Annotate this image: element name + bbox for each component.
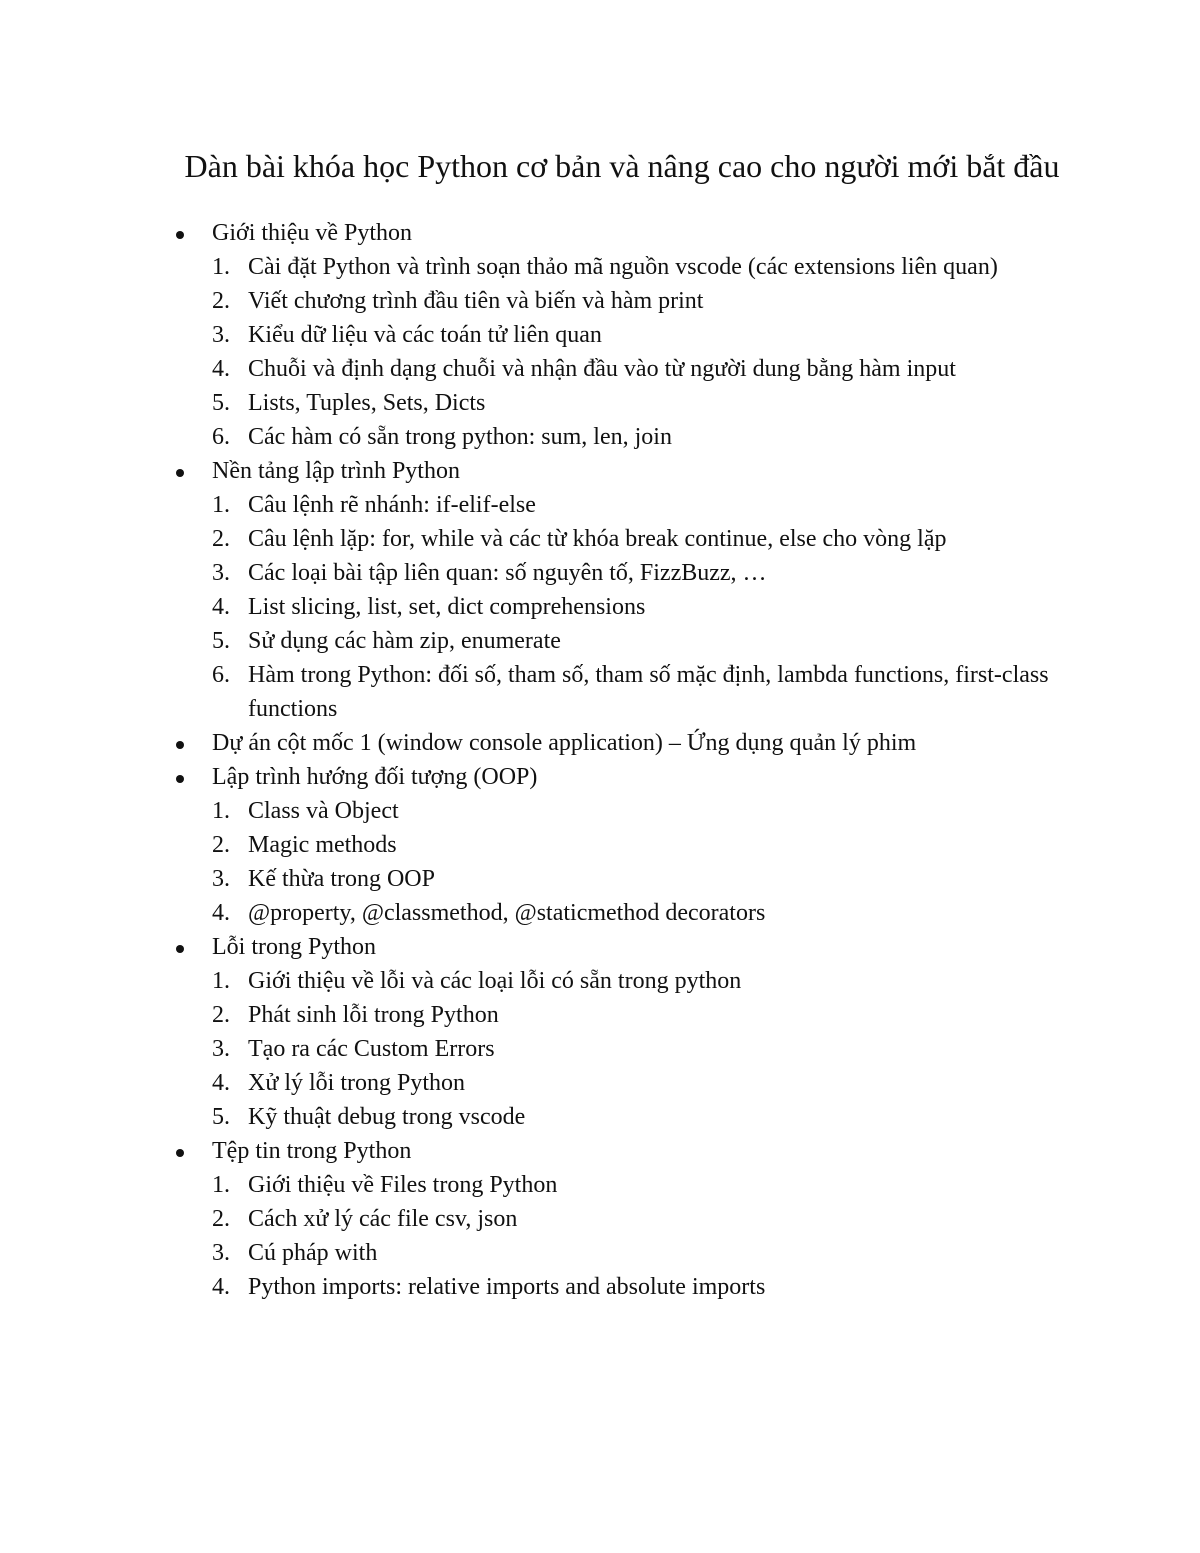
item-number: 6. — [212, 424, 230, 450]
outline-section-foundations — [174, 454, 1080, 726]
list-item — [212, 1270, 1080, 1304]
item-number: 3. — [212, 560, 230, 586]
section-items — [212, 250, 1080, 454]
bullet-icon — [176, 231, 184, 239]
list-item — [212, 998, 1080, 1032]
bullet-icon — [176, 775, 184, 783]
item-number: 5. — [212, 390, 230, 416]
list-item — [212, 556, 1080, 590]
bullet-icon — [176, 1149, 184, 1157]
item-text: Kỹ thuật debug trong vscode — [248, 1104, 526, 1130]
item-number: 3. — [212, 1036, 230, 1062]
item-number: 3. — [212, 322, 230, 348]
list-item — [212, 1168, 1080, 1202]
item-number: 4. — [212, 356, 230, 382]
list-item — [212, 794, 1080, 828]
list-item — [212, 386, 1080, 420]
item-text: Tạo ra các Custom Errors — [248, 1036, 495, 1062]
item-number: 2. — [212, 1206, 230, 1232]
item-text: Class và Object — [248, 798, 399, 824]
list-item — [212, 896, 1080, 930]
item-number: 6. — [212, 662, 230, 688]
section-heading: Giới thiệu về Python — [212, 220, 413, 246]
bullet-icon — [176, 469, 184, 477]
item-text: Các loại bài tập liên quan: số nguyên tố, FizzBuzz, … — [248, 560, 767, 586]
item-number: 1. — [212, 492, 230, 518]
item-text: List slicing, list, set, dict comprehensions — [248, 594, 646, 620]
list-item — [212, 1066, 1080, 1100]
section-items — [212, 488, 1080, 726]
item-number: 1. — [212, 1172, 230, 1198]
item-text: Phát sinh lỗi trong Python — [248, 1002, 499, 1028]
item-text: Cài đặt Python và trình soạn thảo mã nguồn vscode (các extensions liên quan) — [248, 254, 998, 280]
list-item — [212, 624, 1080, 658]
item-number: 5. — [212, 628, 230, 654]
section-heading: Lỗi trong Python — [212, 934, 377, 960]
section-items — [212, 794, 1080, 930]
item-text: Viết chương trình đầu tiên và biến và hàm print — [248, 288, 704, 314]
list-item — [212, 1202, 1080, 1236]
section-heading: Dự án cột mốc 1 (window console application) – Ứng dụng quản lý phim — [212, 730, 917, 756]
item-number: 2. — [212, 288, 230, 314]
item-text: Cú pháp with — [248, 1240, 378, 1266]
list-item — [212, 420, 1080, 454]
item-number: 3. — [212, 866, 230, 892]
item-text: Câu lệnh rẽ nhánh: if-elif-else — [248, 492, 536, 518]
list-item — [212, 352, 1080, 386]
item-text: Hàm trong Python: đối số, tham số, tham số mặc định, lambda functions, first-class functions — [248, 662, 1049, 722]
list-item — [212, 488, 1080, 522]
item-number: 1. — [212, 968, 230, 994]
bullet-icon — [176, 741, 184, 749]
list-item — [212, 318, 1080, 352]
list-item — [212, 658, 1080, 726]
section-heading: Lập trình hướng đối tượng (OOP) — [212, 764, 538, 790]
section-items — [212, 1168, 1080, 1304]
list-item — [212, 828, 1080, 862]
item-text: Câu lệnh lặp: for, while và các từ khóa break continue, else cho vòng lặp — [248, 526, 947, 552]
list-item — [212, 1236, 1080, 1270]
item-number: 1. — [212, 798, 230, 824]
section-heading: Nền tảng lập trình Python — [212, 458, 460, 484]
item-text: Lists, Tuples, Sets, Dicts — [248, 390, 486, 416]
outline-section-oop — [174, 760, 1080, 930]
item-text: @property, @classmethod, @staticmethod decorators — [248, 900, 766, 926]
list-item — [212, 250, 1080, 284]
item-number: 4. — [212, 1070, 230, 1096]
item-number: 2. — [212, 832, 230, 858]
item-text: Kế thừa trong OOP — [248, 866, 435, 892]
list-item — [212, 522, 1080, 556]
list-item — [212, 964, 1080, 998]
item-number: 5. — [212, 1104, 230, 1130]
item-text: Magic methods — [248, 832, 397, 858]
item-text: Python imports: relative imports and absolute imports — [248, 1274, 766, 1300]
list-item — [212, 1032, 1080, 1066]
section-heading: Tệp tin trong Python — [212, 1138, 412, 1164]
item-text: Giới thiệu về Files trong Python — [248, 1172, 558, 1198]
list-item — [212, 862, 1080, 896]
item-number: 4. — [212, 1274, 230, 1300]
item-text: Xử lý lỗi trong Python — [248, 1070, 466, 1096]
item-text: Sử dụng các hàm zip, enumerate — [248, 628, 561, 654]
item-number: 1. — [212, 254, 230, 280]
item-text: Kiểu dữ liệu và các toán tử liên quan — [248, 322, 602, 348]
outline-section-files — [174, 1134, 1080, 1304]
item-text: Chuỗi và định dạng chuỗi và nhận đầu vào từ người dung bằng hàm input — [248, 356, 956, 382]
list-item — [212, 1100, 1080, 1134]
item-text: Các hàm có sẵn trong python: sum, len, join — [248, 424, 672, 450]
item-number: 2. — [212, 1002, 230, 1028]
item-number: 4. — [212, 594, 230, 620]
course-outline — [174, 216, 1080, 1304]
item-number: 3. — [212, 1240, 230, 1266]
item-number: 2. — [212, 526, 230, 552]
bullet-icon — [176, 945, 184, 953]
item-number: 4. — [212, 900, 230, 926]
item-text: Giới thiệu về lỗi và các loại lỗi có sẵn trong python — [248, 968, 742, 994]
outline-section-errors — [174, 930, 1080, 1134]
document-title: Dàn bài khóa học Python cơ bản và nâng cao cho người mới bắt đầu — [184, 148, 1060, 184]
outline-section-intro — [174, 216, 1080, 454]
list-item — [212, 284, 1080, 318]
outline-section-milestone-project — [174, 726, 1080, 760]
list-item — [212, 590, 1080, 624]
section-items — [212, 964, 1080, 1134]
item-text: Cách xử lý các file csv, json — [248, 1206, 518, 1232]
